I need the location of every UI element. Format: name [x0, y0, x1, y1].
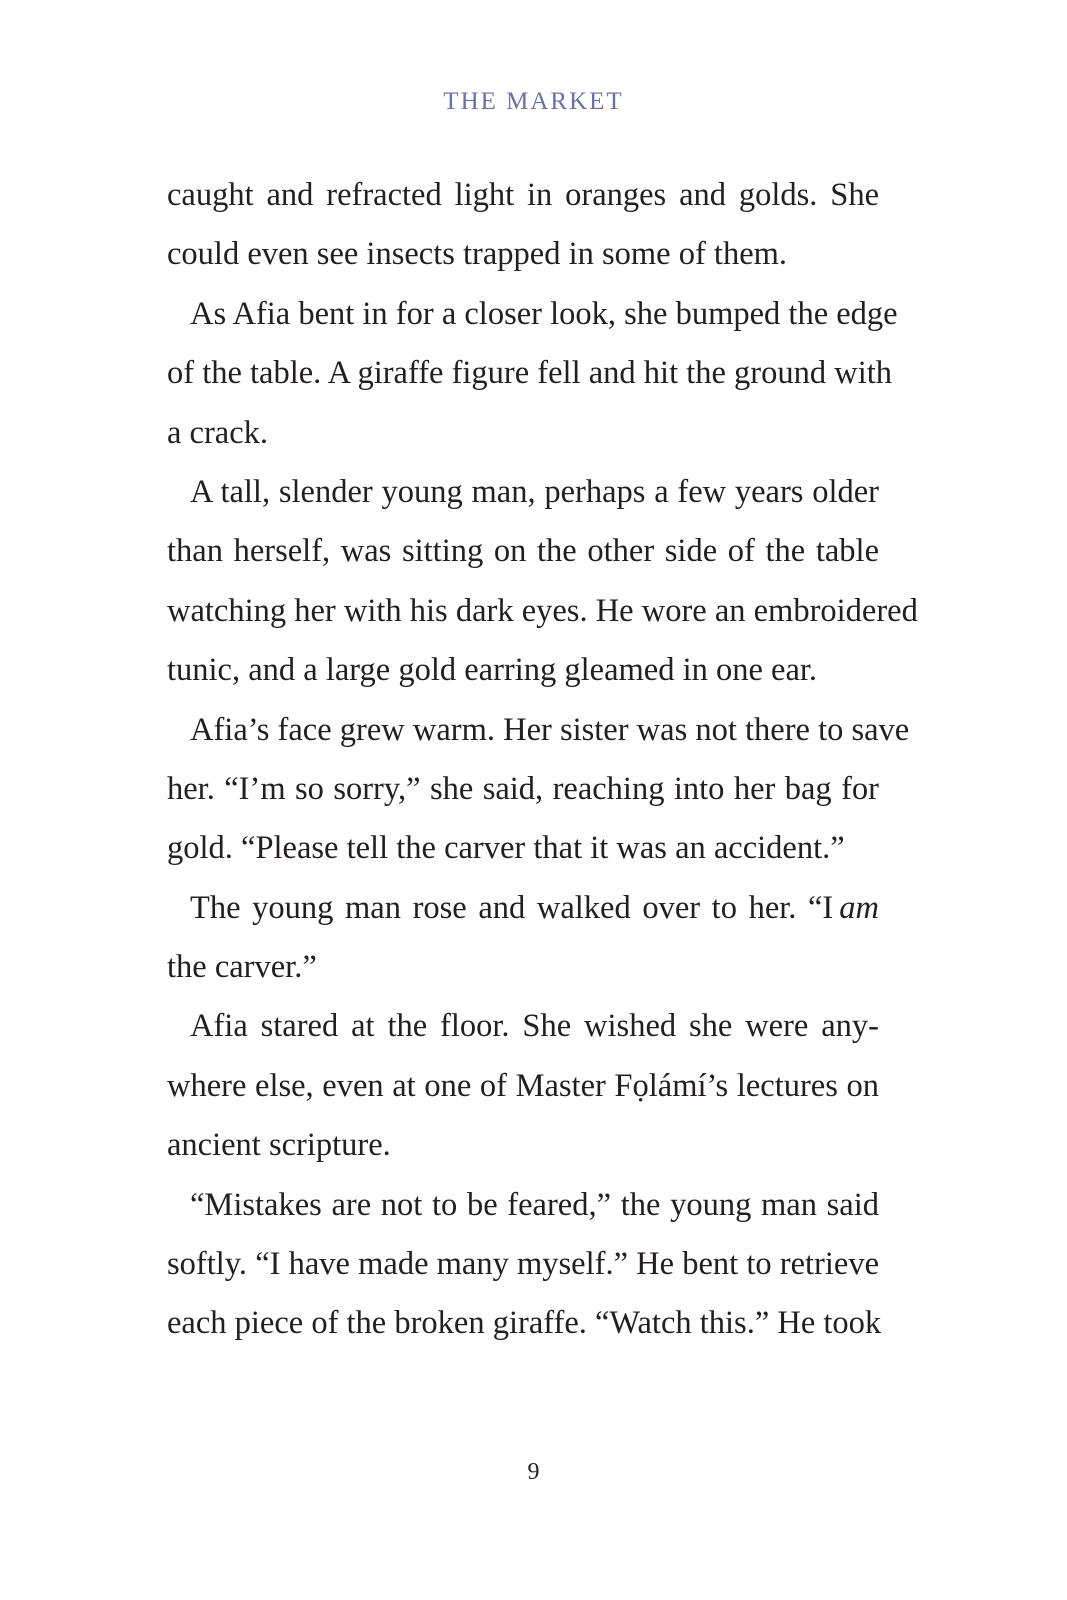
text-line: Afia stared at the floor. She wished she were any-	[190, 1008, 879, 1045]
text-line-part: The young man rose and walked over to her. “I	[190, 889, 834, 926]
text-line: gold. “Please tell the carver that it was an accident.”	[167, 830, 845, 867]
text-line: than herself, was sitting on the other side of the table	[167, 533, 879, 570]
text-line: watching her with his dark eyes. He wore an embroidered	[167, 592, 918, 629]
emphasis-word: am	[839, 889, 879, 926]
text-line: where else, even at one of Master Fọlámí’s lectures on	[167, 1067, 879, 1104]
text-line: caught and refracted light in oranges and golds. She	[167, 177, 879, 213]
running-head: THE MARKET	[443, 88, 624, 115]
text-line: tunic, and a large gold earring gleamed in one ear.	[167, 652, 818, 689]
text-line: softly. “I have made many myself.” He bent to retrieve	[167, 1246, 879, 1283]
text-line: A tall, slender young man, perhaps a few years older	[190, 473, 879, 510]
text-line: of the table. A giraffe figure fell and hit the ground with	[167, 355, 893, 392]
text-line	[167, 879, 879, 938]
body-text	[167, 166, 918, 1354]
text-line: could even see insects trapped in some of them.	[167, 236, 788, 273]
text-line: Afia’s face grew warm. Her sister was not there to save	[190, 711, 910, 748]
text-line: “Mistakes are not to be feared,” the young man said	[190, 1186, 879, 1223]
text-line: the carver.”	[167, 949, 317, 986]
page-number: 9	[527, 1459, 540, 1485]
text-line: ancient scripture.	[167, 1127, 391, 1164]
text-line: her. “I’m so sorry,” she said, reaching into her bag for	[167, 770, 879, 807]
text-line: As Afia bent in for a closer look, she bumped the edge	[190, 295, 898, 332]
text-line: a crack.	[167, 414, 269, 451]
text-line: each piece of the broken giraffe. “Watch this.” He took	[167, 1305, 882, 1342]
